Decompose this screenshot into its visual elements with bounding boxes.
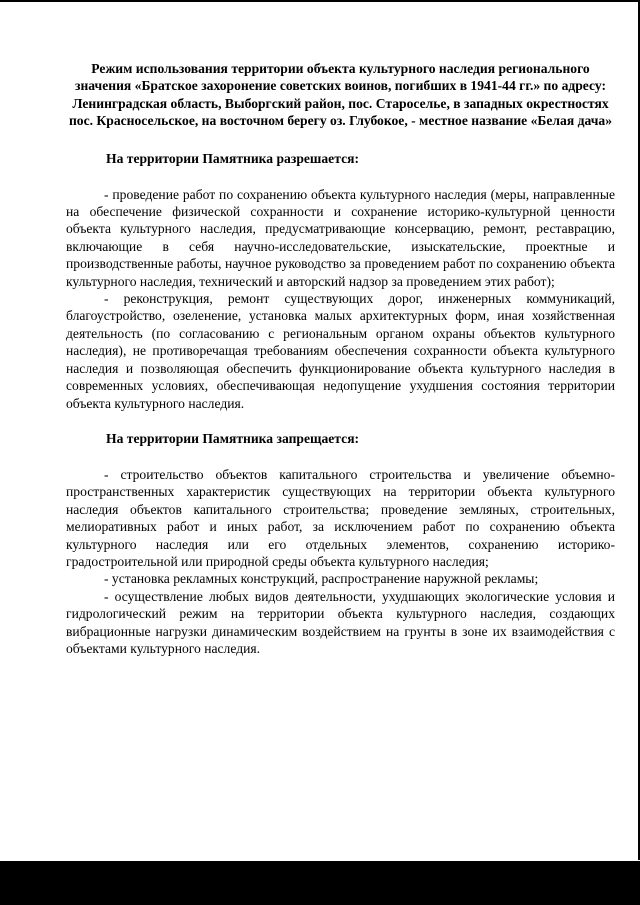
permitted-item-1: - проведение работ по сохранению объекта культурного наследия (меры, направленные на обеспечение физической сохранности и сохранение историко-культурной ценности объекта культурного наследия, предусматривающие консервацию, ремонт, реставрацию, включающие в себя научно-исследовательские, изыскательские, проектные и производственные работы, научное руководство за проведением работ по сохранению объекта культурного наследия, технический и авторский надзор за проведением этих работ); [66,186,615,289]
document-body [66,60,615,657]
prohibited-item-3: - осуществление любых видов деятельности, ухудшающих экологические условия и гидрологический режим на территории объекта культурного наследия, создающих вибрационные нагрузки динамическим воздействием на грунты в зоне их взаимодействия с объектами культурного наследия. [66,588,615,656]
permitted-item-2: - реконструкция, ремонт существующих дорог, инженерных коммуникаций, благоустройство, озеленение, установка малых архитектурных форм, иная хозяйственная деятельность (по согласованию с региональным органом охраны объектов культурного наследия), не противоречащая требованиям обеспечения сохранности объекта культурного наследия и позволяющая обеспечить функционирование объекта культурного наследия в современных условиях, обеспечивающая недопущение ухудшения состояния территории объекта культурного наследия. [66,291,615,411]
permitted-heading: На территории Памятника разрешается: [106,150,359,166]
scan-edge-top [0,0,640,2]
prohibited-item-1: - строительство объектов капитального строительства и увеличение объемно-пространственных характеристик существующих на территории объекта культурного наследия объектов капитального строительства; проведение земляных, строительных, мелиоративных работ и иных работ, за исключением работ по сохранению объекта культурного наследия или его отдельных элементов, сохранению историко-градостроительной или природной среды объекта культурного наследия; [66,466,615,569]
prohibited-item-2: - установка рекламных конструкций, распространение наружной рекламы; [104,571,539,587]
document-title: Режим использования территории объекта культурного наследия регионального значения «Братское захоронение советских воинов, погибших в 1941-44 гг.» по адресу: Ленинградская область, Выборгский район, пос. Староселье, в западных окрестностях пос. Красносельское, на восточном берегу оз. Глубокое, - местное название «Белая дача» [68,61,613,129]
prohibited-heading: На территории Памятника запрещается: [106,430,360,446]
scan-footer-bar [0,861,640,905]
